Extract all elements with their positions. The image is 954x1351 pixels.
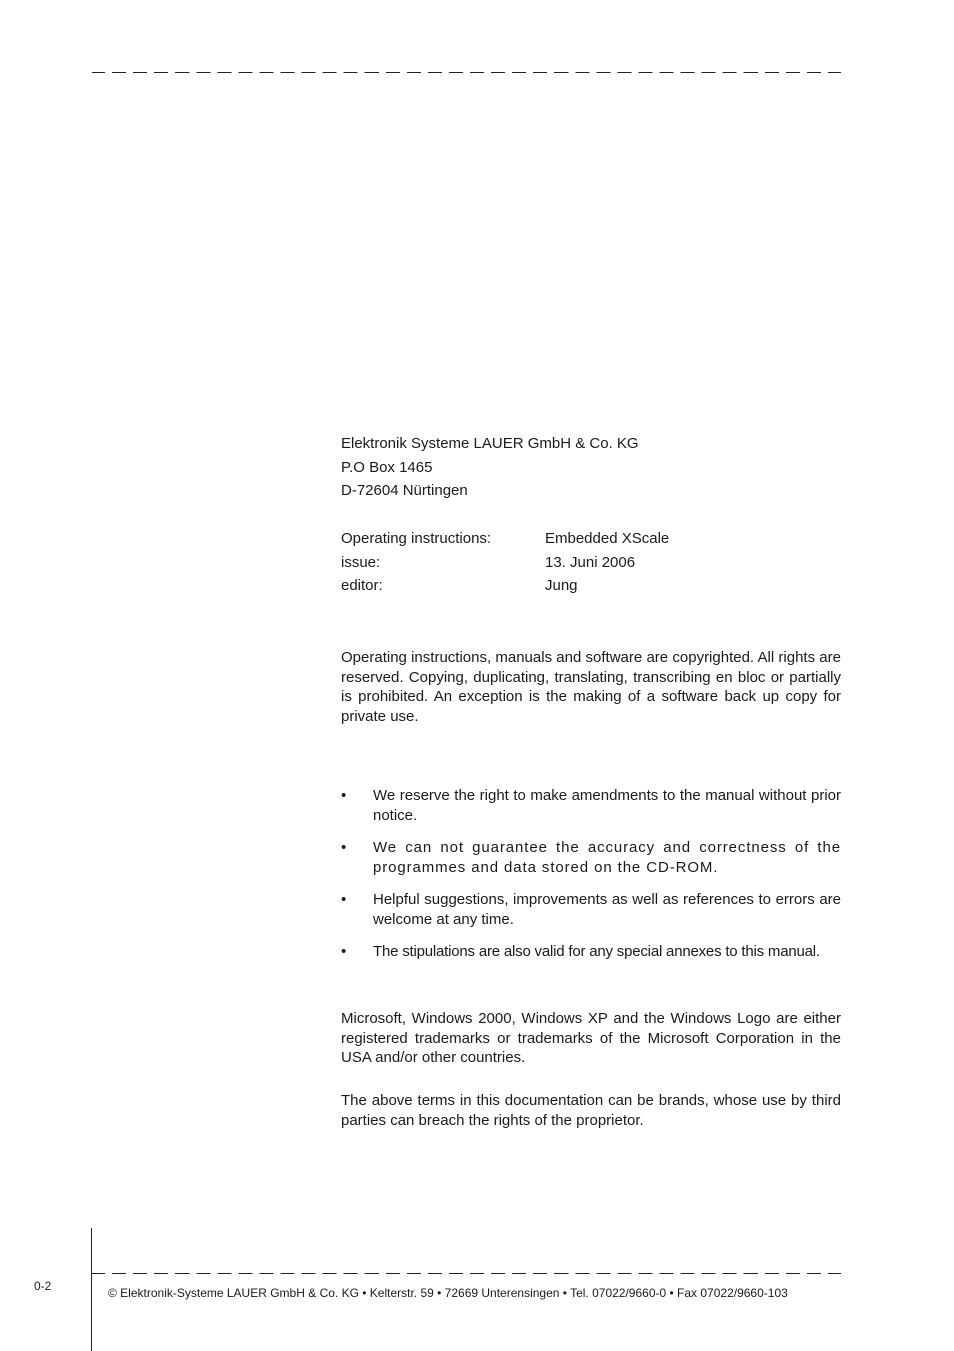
list-item (341, 838, 841, 877)
bullet-icon: • (341, 839, 347, 856)
bottom-dashed-rule (92, 1273, 841, 1274)
stipulations-list (341, 786, 841, 975)
bullet-icon: • (341, 787, 347, 804)
meta-row-issue (341, 551, 841, 575)
trademarks-paragraph: Microsoft, Windows 2000, Windows XP and the Windows Logo are either registered trademarks or trademarks of the Microsoft Corporation in the USA and/or other countries. (341, 1010, 841, 1066)
page-number: 0-2 (34, 1279, 52, 1293)
list-item (341, 786, 841, 825)
list-item-text: We reserve the right to make amendments to the manual without prior notice. (373, 787, 841, 824)
meta-key: Operating instructions: (341, 530, 492, 547)
meta-key: editor: (341, 577, 383, 594)
list-item-text: The stipulations are also valid for any special annexes to this manual. (373, 943, 820, 960)
copyright-paragraph: Operating instructions, manuals and software are copyrighted. All rights are reserved. Copying, duplicating, translating, transcribing en bloc or partially is prohibited. An exception is the making of a software back up copy for private use. (341, 649, 841, 725)
top-dashed-rule (92, 72, 841, 73)
document-meta (341, 527, 841, 598)
meta-value: 13. Juni 2006 (545, 553, 636, 571)
bullet-icon: • (341, 943, 347, 960)
po-box: P.O Box 1465 (341, 458, 433, 476)
meta-value: Jung (545, 577, 578, 594)
meta-row-editor (341, 574, 841, 598)
list-item-text: Helpful suggestions, improvements as well as references to errors are welcome at any time. (373, 891, 841, 928)
meta-row-instructions (341, 527, 841, 551)
list-item-text: We can not guarantee the accuracy and correctness of the programmes and data stored on the CD-ROM. (373, 839, 841, 876)
list-item (341, 890, 841, 929)
footer-vertical-rule (91, 1228, 92, 1351)
bullet-icon: • (341, 891, 347, 908)
list-item (341, 942, 841, 962)
meta-value: Embedded XScale (545, 530, 670, 547)
city-line: D-72604 Nürtingen (341, 482, 468, 499)
company-name: Elektronik Systeme LAUER GmbH & Co. KG (341, 435, 639, 452)
brands-paragraph: The above terms in this documentation can be brands, whose use by third parties can breach the rights of the proprietor. (341, 1092, 841, 1129)
meta-key: issue: (341, 553, 381, 571)
footer-contact: © Elektronik-Systeme LAUER GmbH & Co. KG • Kelterstr. 59 • 72669 Unterensingen • Tel. 07022/9660-0 • Fax 07022/9660-103 (108, 1286, 788, 1300)
company-address (341, 432, 841, 503)
